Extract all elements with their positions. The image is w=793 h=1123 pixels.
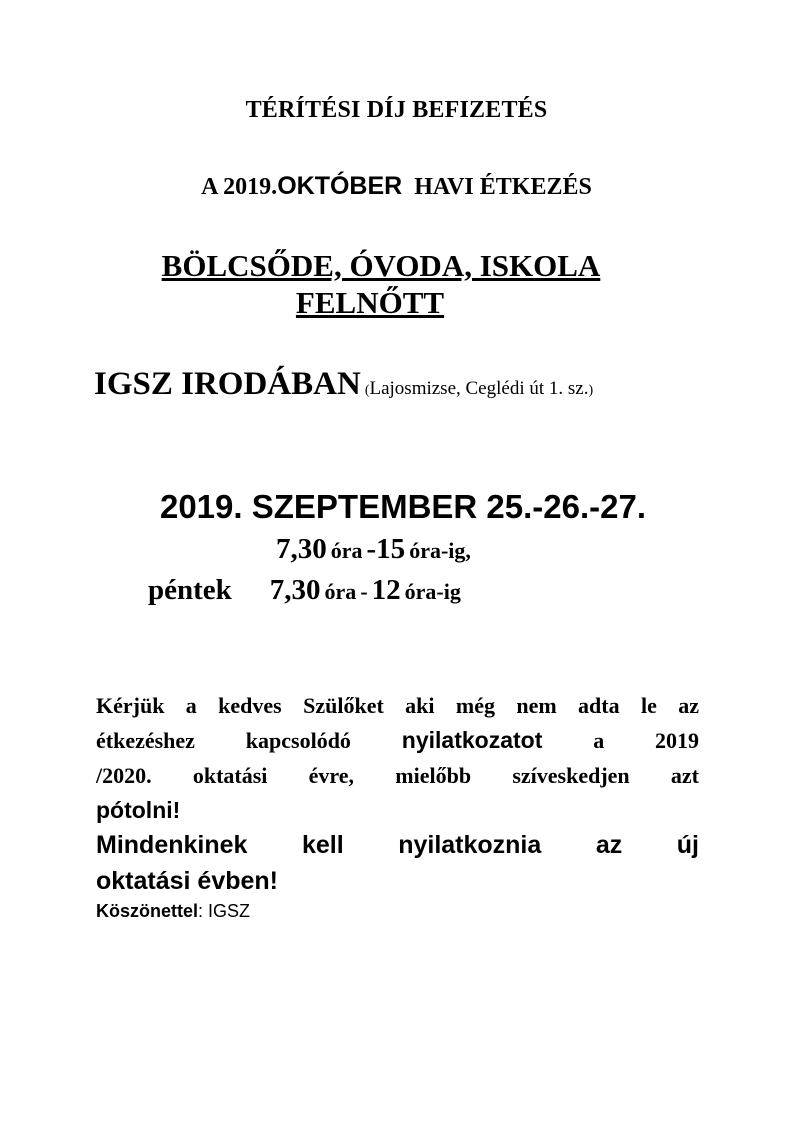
notice-line-2: oktatási évben! [96, 867, 279, 895]
weekday-start: 7,30 [276, 533, 327, 565]
notice-line-1: Mindenkinek kell nyilatkoznia az új [96, 831, 699, 859]
request-line-2-a: étkezéshez kapcsolódó [96, 728, 351, 753]
paren-close: ) [588, 383, 594, 398]
month-name: OKTÓBER [277, 172, 403, 200]
request-line-1: Kérjük a kedves Szülőket aki még nem adta le az [96, 693, 699, 718]
notice-paragraph [96, 827, 699, 899]
office-location [94, 366, 593, 403]
month-heading [0, 172, 793, 201]
friday-end: 12 [371, 574, 401, 606]
payment-dates: 2019. SZEPTEMBER 25.-26.-27. [159, 488, 647, 525]
weekday-start-unit: óra [330, 538, 363, 563]
request-line-2 [96, 723, 699, 758]
supplement-word: pótolni! [96, 797, 181, 823]
request-paragraph [96, 688, 699, 828]
request-line-3: /2020. oktatási évre, mielőbb szíveskedjen azt [96, 763, 699, 788]
friday-start: 7,30 [269, 574, 321, 606]
month-prefix: A 2019. [201, 174, 278, 200]
thanks-sender: IGSZ [208, 901, 251, 921]
institutions-line-2: FELNŐTT [295, 285, 445, 320]
institutions-line-1: BÖLCSŐDE, ÓVODA, ISKOLA [161, 248, 601, 283]
declaration-word: nyilatkozatot [401, 727, 543, 753]
friday-end-unit: óra-ig [404, 579, 461, 604]
month-suffix: HAVI ÉTKEZÉS [414, 174, 592, 200]
thanks-label: Köszönettel [96, 901, 199, 921]
friday-start-unit: óra [324, 579, 357, 604]
weekday-hours [276, 533, 471, 566]
paren-open: ( [364, 383, 370, 398]
office-name: IGSZ IRODÁBAN [94, 366, 361, 402]
weekday-end-unit: óra-ig, [409, 538, 471, 563]
friday-label: péntek [148, 574, 232, 606]
weekday-end: -15 [366, 533, 406, 565]
friday-sep: - [360, 579, 368, 604]
page-title: TÉRÍTÉSI DÍJ BEFIZETÉS [245, 97, 548, 123]
request-line-2-b: a 2019 [593, 728, 700, 753]
friday-hours [148, 574, 461, 607]
request-line-4 [96, 793, 699, 828]
thanks-sep: : [198, 901, 204, 921]
office-address: Lajosmizse, Ceglédi út 1. sz. [369, 378, 589, 399]
signature-line [96, 901, 250, 922]
